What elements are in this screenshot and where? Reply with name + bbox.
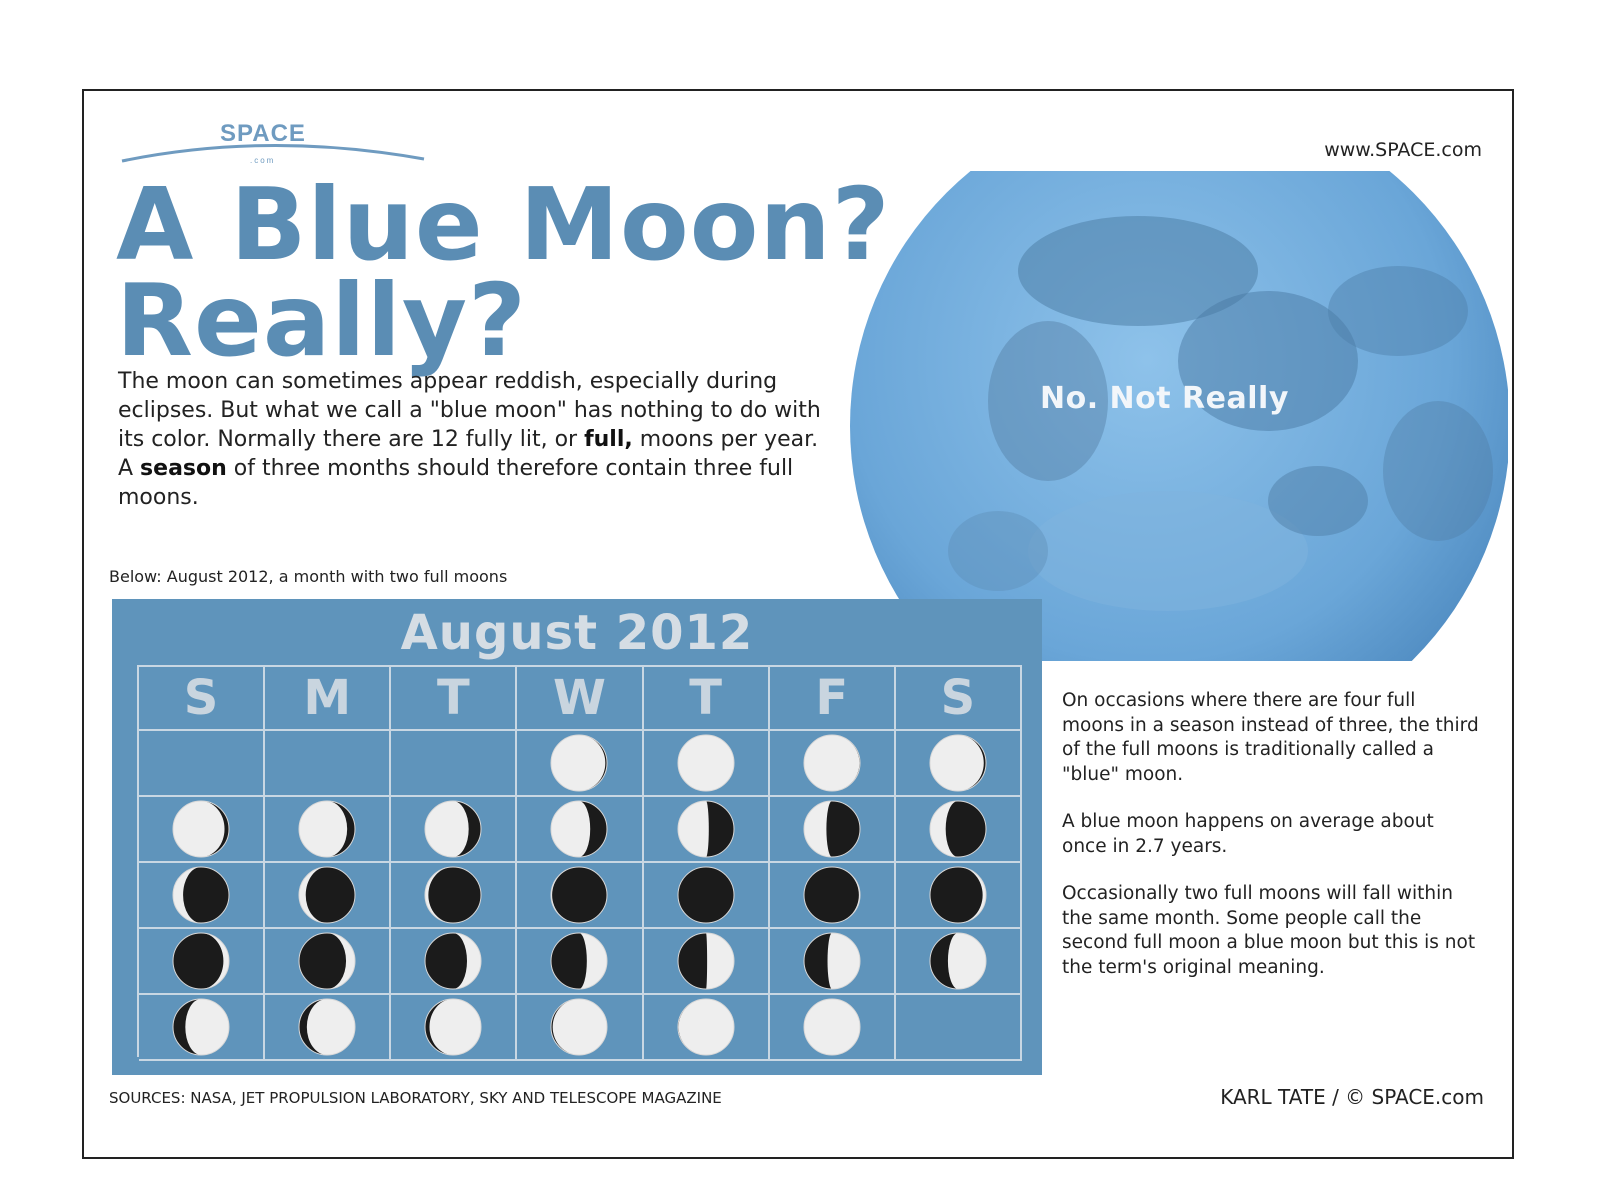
moon-phase-icon: [421, 863, 485, 927]
moon-phase-cell: [391, 863, 517, 929]
moon-phase-icon: [547, 995, 611, 1059]
moon-phase-cell: [517, 995, 643, 1061]
moon-phase-cell: [517, 863, 643, 929]
moon-phase-cell: [391, 929, 517, 995]
intro-bold-term: season: [140, 456, 227, 481]
moon-phase-icon: [800, 863, 864, 927]
moon-phase-icon: [169, 863, 233, 927]
calendar-caption: Below: August 2012, a month with two full moons: [109, 567, 508, 586]
page-title: [116, 166, 891, 379]
moon-phase-icon: [674, 929, 738, 993]
moon-phase-cell: [139, 929, 265, 995]
moon-phase-icon: [169, 797, 233, 861]
moon-phase-cell: [139, 995, 265, 1061]
moon-phase-cell: [391, 995, 517, 1061]
title-line-2: Really?: [116, 262, 528, 379]
moon-phase-icon: [547, 863, 611, 927]
infographic-frame: [82, 89, 1514, 1159]
moon-phase-icon: [547, 797, 611, 861]
moon-phase-cell: [644, 797, 770, 863]
moon-phase-icon: [295, 797, 359, 861]
weekday-header: W: [517, 667, 643, 731]
moon-phase-icon: [926, 929, 990, 993]
moon-phase-icon: [926, 731, 990, 795]
weekday-header: T: [644, 667, 770, 731]
sources-line: SOURCES: NASA, JET PROPULSION LABORATORY, SKY AND TELESCOPE MAGAZINE: [109, 1089, 722, 1107]
moon-phase-icon: [421, 995, 485, 1059]
august-calendar: [112, 599, 1042, 1075]
moon-phase-icon: [800, 797, 864, 861]
moon-phase-icon: [421, 797, 485, 861]
note-paragraph: On occasions where there are four full moons in a season instead of three, the third of the full moons is traditionally called a "blue" moon.: [1062, 690, 1479, 785]
intro-paragraph: [118, 367, 838, 512]
moon-phase-icon: [295, 863, 359, 927]
intro-bold-term: full,: [584, 427, 633, 452]
moon-phase-cell: [770, 863, 896, 929]
moon-phase-cell: [391, 797, 517, 863]
calendar-empty-cell: [265, 731, 391, 797]
moon-phase-cell: [139, 863, 265, 929]
moon-phase-icon: [674, 797, 738, 861]
intro-text: The moon can sometimes appear reddish, especially during eclipses. But what we call a "blue moon" has nothing to do with its color. Normally there are 12 fully lit, or: [118, 369, 821, 452]
moon-phase-cell: [644, 929, 770, 995]
moon-phase-cell: [644, 731, 770, 797]
moon-phase-icon: [674, 995, 738, 1059]
moon-phase-cell: [265, 863, 391, 929]
moon-phase-cell: [770, 995, 896, 1061]
moon-phase-cell: [644, 863, 770, 929]
calendar-grid: [137, 665, 1022, 1057]
moon-phase-cell: [896, 863, 1022, 929]
moon-phase-cell: [265, 929, 391, 995]
intro-text: moons per year. A: [118, 427, 819, 481]
moon-phase-icon: [421, 929, 485, 993]
moon-phase-icon: [547, 929, 611, 993]
moon-phase-icon: [169, 929, 233, 993]
moon-phase-cell: [896, 797, 1022, 863]
moon-phase-icon: [926, 797, 990, 861]
moon-phase-cell: [517, 929, 643, 995]
moon-phase-cell: [265, 995, 391, 1061]
moon-phase-icon: [926, 863, 990, 927]
moon-phase-icon: [800, 929, 864, 993]
calendar-empty-cell: [391, 731, 517, 797]
moon-caption: No. Not Really: [1040, 381, 1289, 416]
moon-phase-cell: [517, 797, 643, 863]
moon-phase-cell: [770, 797, 896, 863]
moon-phase-icon: [295, 929, 359, 993]
moon-phase-cell: [265, 797, 391, 863]
moon-phase-icon: [800, 731, 864, 795]
moon-phase-icon: [547, 731, 611, 795]
moon-phase-cell: [517, 731, 643, 797]
moon-phase-cell: [896, 929, 1022, 995]
calendar-title: August 2012: [400, 605, 754, 661]
weekday-header: S: [896, 667, 1022, 731]
weekday-header: F: [770, 667, 896, 731]
moon-phase-cell: [139, 797, 265, 863]
weekday-header: S: [139, 667, 265, 731]
moon-phase-icon: [169, 995, 233, 1059]
calendar-empty-cell: [896, 995, 1022, 1061]
note-paragraph: A blue moon happens on average about once in 2.7 years.: [1062, 811, 1434, 857]
weekday-header: T: [391, 667, 517, 731]
svg-text:SPACE: SPACE: [220, 120, 306, 147]
calendar-empty-cell: [139, 731, 265, 797]
moon-phase-icon: [295, 995, 359, 1059]
moon-phase-icon: [674, 731, 738, 795]
moon-phase-cell: [896, 731, 1022, 797]
credit-line: KARL TATE / © SPACE.com: [1220, 1085, 1484, 1109]
moon-phase-cell: [770, 731, 896, 797]
site-url: www.SPACE.com: [1324, 139, 1482, 161]
moon-phase-icon: [800, 995, 864, 1059]
space-logo: [118, 117, 428, 167]
explanation-notes: [1062, 689, 1482, 1003]
moon-phase-cell: [644, 995, 770, 1061]
svg-text:.com: .com: [250, 156, 276, 165]
moon-phase-cell: [770, 929, 896, 995]
moon-phase-icon: [674, 863, 738, 927]
weekday-header: M: [265, 667, 391, 731]
intro-text: of three months should therefore contain three full moons.: [118, 456, 794, 510]
blue-moon-image: [838, 171, 1508, 661]
note-paragraph: Occasionally two full moons will fall within the same month. Some people call the second full moon a blue moon but this is not the term's original meaning.: [1062, 883, 1476, 978]
title-line-1: A Blue Moon?: [116, 166, 891, 283]
